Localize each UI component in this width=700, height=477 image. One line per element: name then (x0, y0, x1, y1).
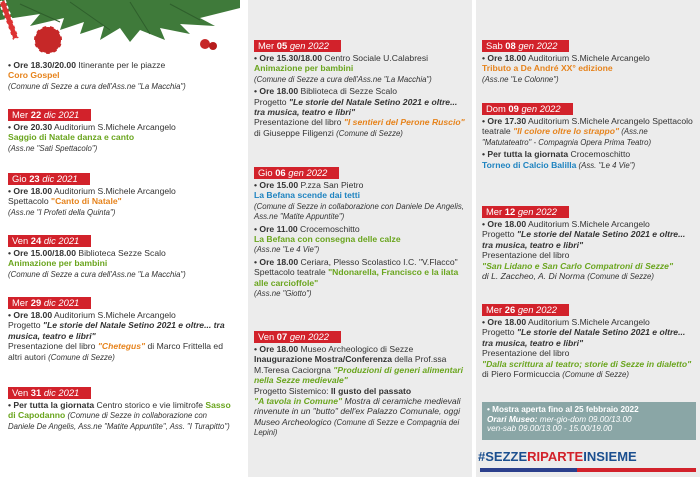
date-header: Ven 07 gen 2022 (254, 331, 341, 343)
event-title: "Il colore oltre lo strappo" (513, 126, 620, 137)
event-note: (Comune di Sezze) (587, 272, 654, 282)
event-note: (Comune di Sezze a cura dell'Ass.ne "La Macchia") (8, 81, 186, 91)
event-place: Crocemoschitto (297, 223, 360, 234)
event-note: (Ass. "Le 4 Vie") (576, 160, 636, 170)
event-place: Auditorium S.Michele Arcangelo (526, 219, 650, 229)
event-title: Animazione per bambini (254, 63, 354, 74)
event-place: Auditorium S.Michele Arcangelo (526, 317, 650, 327)
campaign-hashtag: #SEZZERIPARTEINSIEME (478, 449, 637, 464)
event-place: Ceriara, Plesso Scolastico I.C. "V.Flacco" Spettacolo teatrale (254, 256, 458, 278)
book-presentation: Presentazione del libro (482, 348, 570, 359)
event-title: "Canto di Natale" (51, 196, 122, 207)
event-type: Progetto (482, 327, 517, 338)
date-header: Ven 31 dic 2021 (8, 387, 91, 399)
book-presentation: Presentazione del libro (482, 250, 570, 261)
event-time: • Ore 18.00 (482, 53, 527, 63)
event-time: • Ore 15.00/18.00 (8, 248, 76, 258)
event-time: • Ore 18.30/20.00 (8, 60, 76, 70)
event-place: Auditorium S.Michele Arcangelo (52, 310, 176, 320)
book-title: "Dalla scrittura al teatro; storie di Sezze in dialetto" (482, 358, 692, 369)
event-note: (Comune di Sezze) (562, 370, 629, 380)
event-note: (Comune di Sezze in collaborazione con Daniele De Angelis, Ass.ne "Matite Appuntite") (254, 201, 464, 222)
event-title: "Ndonarella, Francisco e la ilata alle carcioffole" (254, 267, 459, 288)
date-header: Mer 05 gen 2022 (254, 40, 341, 52)
event-time: • Ore 18.00 (8, 186, 53, 196)
day-29-dic (8, 297, 234, 364)
date-header: Ven 24 dic 2021 (8, 235, 91, 247)
book-presentation: Presentazione del libro (8, 341, 98, 352)
event-place: Biblioteca di Sezze Scalo (298, 86, 397, 97)
event-title: "Le storie del Natale Setino 2021 e oltre... tra musica, teatro e libri" (482, 327, 686, 348)
date-header: Mer 12 gen 2022 (482, 206, 569, 218)
event-note: (Comune di Sezze) (336, 128, 403, 138)
event-time: • Ore 18.00 (8, 310, 53, 320)
event-type: Progetto (482, 229, 517, 240)
event-place: Auditorium S.Michele Arcangelo (52, 186, 176, 196)
exhibition-description: Mostra di ceramiche medievali rinvenute in un "butto" dell'ex Palazzo Comunale, oggi Museo Archeologico (254, 396, 461, 427)
event-time: • Per tutta la giornata (482, 149, 569, 160)
date-header: Mer 22 dic 2021 (8, 109, 91, 121)
event-title: Animazione per bambini (8, 258, 108, 269)
date-header: Mer 26 gen 2022 (482, 304, 569, 316)
exhibition-info-box (482, 402, 696, 440)
event-title: Tributo a De André XX° edizione (482, 63, 613, 74)
event-place: Museo Archeologico di Sezze (298, 344, 414, 354)
event-coro-gospel (8, 60, 234, 93)
event-note: (Ass.ne "Le Colonne") (482, 74, 559, 84)
event-place: Auditorium S.Michele Arcangelo (526, 53, 650, 63)
day-26-gen (482, 304, 696, 381)
date-header: Gio 23 dic 2021 (8, 173, 90, 185)
event-note: (Ass.ne "Le 4 Vie") (254, 245, 320, 255)
event-speaker: della Prof.ssa M.Teresa Caciorgna (254, 354, 447, 375)
column-december (0, 0, 240, 477)
event-title: Coro Gospel (8, 70, 60, 81)
day-09-gen (482, 103, 696, 172)
museum-hours-1: mer-gio-dom 09.00/13.00 (537, 414, 632, 424)
day-08-gen (482, 40, 696, 86)
event-place: Crocemoschitto (568, 149, 631, 160)
book-author: di Marco Frittella ed altri autori (8, 341, 223, 362)
event-time: • Ore 15.30/18.00 (254, 53, 322, 63)
event-note: (Comune di Sezze in collaborazione con Daniele De Angelis, Ass.ne "Matite Appuntite", Ass. "I Turapitto") (8, 411, 230, 431)
exhibition-title: "A tavola in Comune" (254, 396, 343, 407)
event-subtitle: Inaugurazione Mostra/Conferenza (254, 354, 392, 365)
date-header: Mer 29 dic 2021 (8, 297, 91, 309)
event-time: • Ore 17.30 (482, 116, 527, 126)
event-time: • Ore 15.00 (254, 180, 299, 190)
date-header: Dom 09 gen 2022 (482, 103, 573, 115)
event-place: P.zza San Pietro (298, 180, 364, 190)
event-note: (Ass.ne "Giotto") (254, 289, 312, 299)
event-time: • Ore 18.00 (482, 219, 527, 229)
event-note: (Comune di Sezze a cura dell'Ass.ne "La Macchia") (254, 74, 432, 84)
event-note: (Comune di Sezze) (48, 352, 115, 362)
book-presentation: Presentazione del libro (254, 117, 344, 128)
event-time: • Ore 18.00 (254, 256, 299, 267)
event-place: Itinerante per le piazze (76, 60, 166, 70)
project-label: Progetto Sistemico: (254, 385, 331, 396)
day-31-dic (8, 387, 234, 433)
day-06-gen (254, 167, 468, 300)
event-title: La Befana scende dai tetti (254, 190, 361, 201)
event-time: • Ore 18.00 (482, 317, 527, 327)
event-place: Centro Sociale U.Calabresi (322, 53, 429, 63)
event-place: Centro storico e vie limitrofe (94, 400, 206, 410)
day-07-gen (254, 331, 468, 440)
day-05-gen (254, 40, 468, 140)
event-time: • Per tutta la giornata (8, 400, 95, 410)
event-title: "Le storie del Natale Setino 2021 e oltre... tra musica, teatro e libri" (8, 320, 225, 341)
event-title: Saggio di Natale danza e canto (8, 132, 135, 143)
book-author: di Giuseppe Filigenzi (254, 127, 337, 138)
decorative-bar (480, 468, 696, 472)
event-title: La Befana con consegna delle calze (254, 234, 401, 245)
book-title: "Chetegus" (97, 341, 146, 352)
museum-hours-label: Orari Museo: (487, 414, 538, 424)
event-time: • Ore 18.00 (254, 86, 299, 97)
christmas-decoration-icon (0, 0, 240, 62)
event-type: Spettacolo (8, 196, 51, 207)
book-title: "I sentieri del Perone Ruscio" (343, 117, 465, 128)
event-time: • Ore 20.30 (8, 122, 53, 132)
event-title: Torneo di Calcio Balilla (482, 159, 577, 170)
event-note: (Ass.ne "I Profeti della Quinta") (8, 207, 116, 217)
project-name: Il gusto del passato (330, 385, 412, 396)
event-note: (Ass.ne "Sati Spettacolo") (8, 143, 98, 153)
book-author: di Piero Formicuccia (482, 369, 563, 380)
event-title: "Produzioni di generi alimentari nella Sezze medievale" (254, 364, 463, 386)
event-time: • Ore 11.00 (254, 223, 298, 234)
book-title: "San Lidano e San Carlo Compatroni di Sezze" (482, 260, 674, 271)
event-place: Auditorium S.Michele Arcangelo Spettacolo teatrale (482, 116, 693, 137)
event-place: Auditorium S.Michele Arcangelo (52, 122, 176, 132)
event-title: "Le storie del Natale Setino 2021 e oltre... tra musica, teatro e libri" (254, 96, 458, 118)
event-type: Progetto (8, 320, 43, 331)
event-note: (Ass.ne "Matutateatro" - Compagnia Opera Prima Teatro) (482, 127, 652, 147)
date-header: Sab 08 gen 2022 (482, 40, 569, 52)
day-24-dic (8, 235, 234, 281)
exhibition-dates: • Mostra aperta fino al 25 febbraio 2022 (487, 405, 639, 414)
day-22-dic (8, 109, 234, 155)
day-23-dic (8, 173, 234, 219)
event-note: (Comune di Sezze a cura dell'Ass.ne "La Macchia") (8, 269, 186, 279)
date-header: Gio 06 gen 2022 (254, 167, 339, 179)
column-january-a (248, 0, 472, 477)
day-12-gen (482, 206, 696, 283)
event-place: Biblioteca Sezze Scalo (76, 248, 166, 258)
event-time: • Ore 18.00 (254, 344, 299, 354)
event-title: "Le storie del Natale Setino 2021 e oltre... tra musica, teatro e libri" (482, 229, 686, 250)
event-title: Sasso di Capodanno (8, 400, 231, 421)
museum-hours-2: ven-sab 09.00/13.00 - 15.00/19.00 (487, 424, 613, 434)
event-note: (Comune di Sezze e Compagnia dei Lepini) (254, 417, 460, 438)
book-author: di L. Zaccheo, A. Di Norma (482, 271, 588, 282)
event-type: Progetto (254, 96, 289, 107)
